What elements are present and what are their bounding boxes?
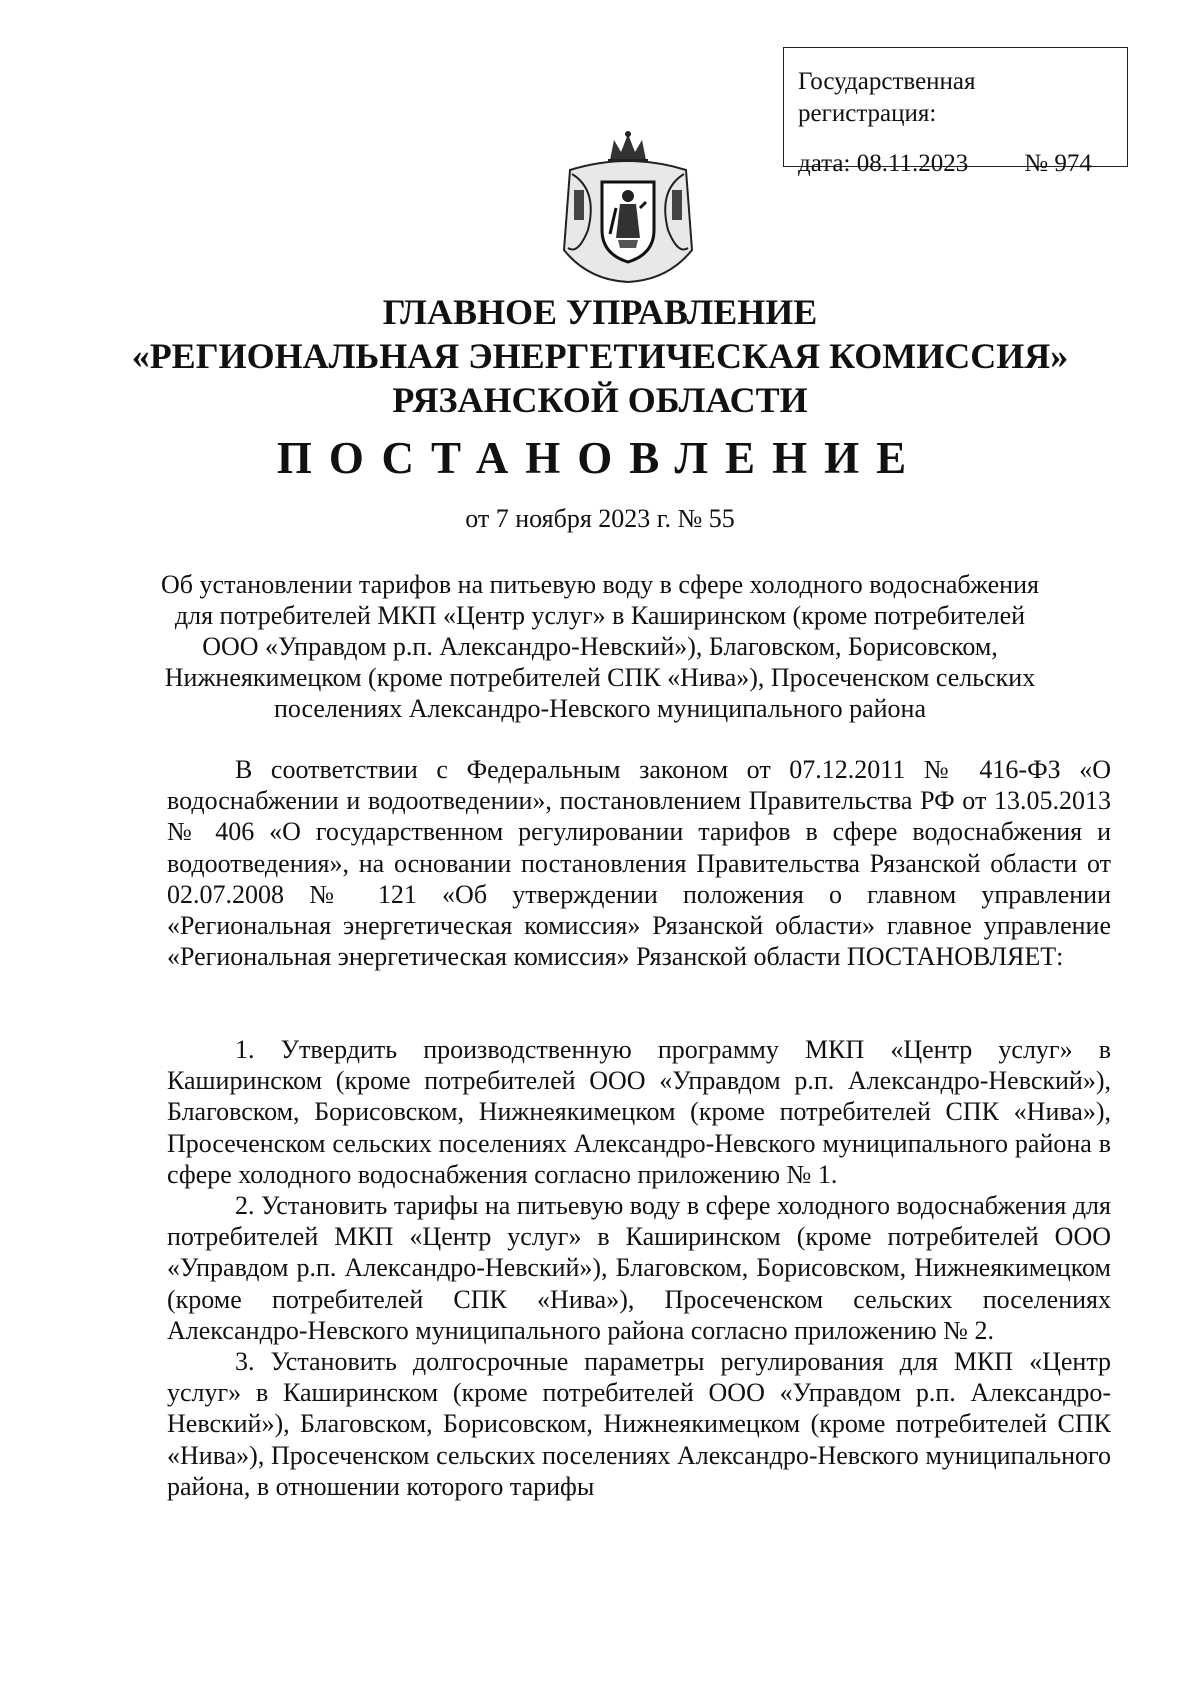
registration-stamp bbox=[783, 47, 1128, 177]
registration-details bbox=[798, 148, 1113, 180]
registration-date: дата: 08.11.2023 bbox=[798, 150, 969, 177]
registration-number: № 974 bbox=[1024, 150, 1092, 177]
preamble-block bbox=[167, 754, 1111, 972]
preamble-paragraph: В соответствии с Федеральным законом от 07.12.2011 № 416-ФЗ «О водоснабжении и водоотведении», постановлением Правительства РФ от 13.05.2013 № 406 «О государственном регулировании тарифов в сфере водоснабжения и водоотведения», на основании постановления Правительства Рязанской области от 02.07.2008 № 121 «Об утверждении положения о главном управлении «Региональная энергетическая комиссия» Рязанской области» главное управление «Региональная энергетическая комиссия» Рязанской области ПОСТАНОВЛЯЕТ: bbox=[167, 755, 1111, 972]
resolution-item-1: 1. Утвердить производственную программу МКП «Центр услуг» в Каширинском (кроме потребителей ООО «Управдом р.п. Александро-Невский»), Благовском, Борисовском, Нижнеякимецком (кроме потребителей СПК «Нива»), Просеченском сельских поселениях Александро-Невского муниципального района в сфере холодного водоснабжения согласно приложению № 1. bbox=[167, 1035, 1111, 1189]
document-date-number: от 7 ноября 2023 г. № 55 bbox=[465, 504, 735, 533]
ryazan-coat-of-arms-icon bbox=[558, 130, 698, 285]
organization-line-3: РЯЗАНСКОЙ ОБЛАСТИ bbox=[392, 380, 808, 420]
organization-line-2: «РЕГИОНАЛЬНАЯ ЭНЕРГЕТИЧЕСКАЯ КОМИССИЯ» bbox=[131, 336, 1069, 376]
organization-name bbox=[80, 290, 1120, 422]
organization-line-1: ГЛАВНОЕ УПРАВЛЕНИЕ bbox=[382, 292, 818, 332]
document-type-title: ПОСТАНОВЛЕНИЕ bbox=[276, 433, 924, 483]
resolution-items bbox=[167, 1034, 1111, 1502]
registration-label: Государственная регистрация: bbox=[798, 68, 976, 127]
document-subject: Об установлении тарифов на питьевую воду в сфере холодного водоснабжения для потребителей МКП «Центр услуг» в Каширинском (кроме потребителей ООО «Управдом р.п. Александро-Невский»), Благовском, Борисовском, Нижнеякимецком (кроме потребителей СПК «Нива»), Просеченском сельских поселениях Александро-Невского муниципального района bbox=[161, 570, 1039, 723]
resolution-item-3: 3. Установить долгосрочные параметры регулирования для МКП «Центр услуг» в Каширинском (кроме потребителей ООО «Управдом р.п. Александро-Невский»), Благовском, Борисовском, Нижнеякимецком (кроме потребителей СПК «Нива»), Просеченском сельских поселениях Александро-Невского муниципального района, в отношении которого тарифы bbox=[167, 1347, 1111, 1501]
resolution-item-2: 2. Установить тарифы на питьевую воду в сфере холодного водоснабжения для потребителей МКП «Центр услуг» в Каширинском (кроме потребителей ООО «Управдом р.п. Александро-Невский»), Благовском, Борисовском, Нижнеякимецком (кроме потребителей СПК «Нива»), Просеченском сельских поселениях Александро-Невского муниципального района согласно приложению № 2. bbox=[167, 1191, 1111, 1345]
